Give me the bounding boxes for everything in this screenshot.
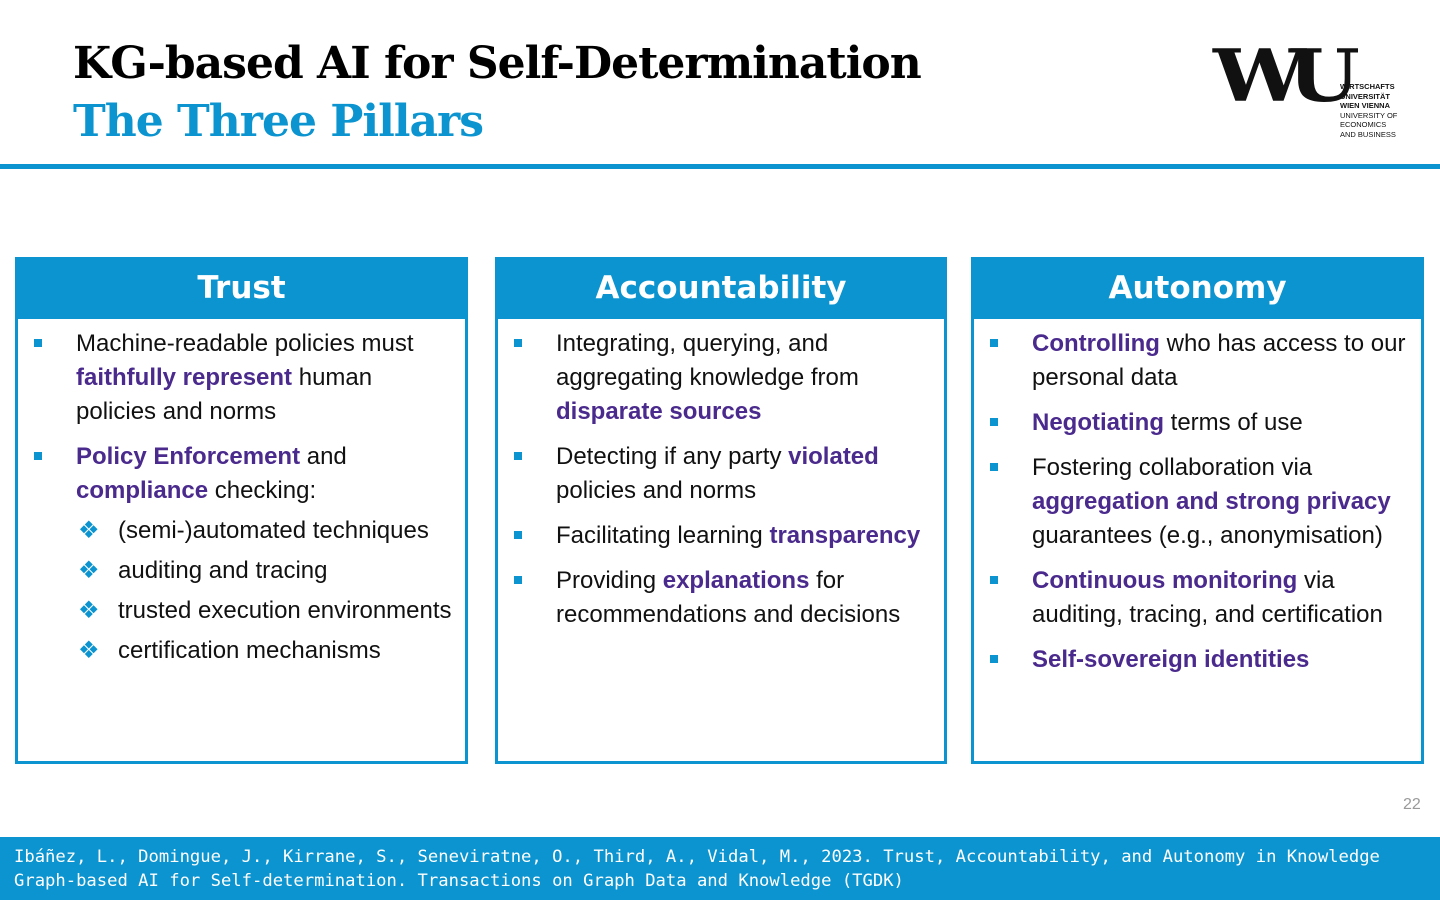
- sub-item: [60, 514, 457, 548]
- square-bullet-icon: [514, 339, 522, 347]
- item-text: Machine-readable policies must: [76, 330, 414, 357]
- pillar-bullet-item: [498, 327, 944, 429]
- logo-line: UNIVERSITY OF: [1340, 110, 1398, 120]
- emphasis-text: faithfully represent: [76, 364, 293, 391]
- square-bullet-icon: [34, 339, 42, 347]
- pillar-trust: [15, 257, 468, 764]
- item-text: policies and norms: [556, 477, 757, 504]
- slide-subtitle: The Three Pillars: [73, 96, 483, 147]
- emphasis-text: violated: [788, 443, 879, 470]
- emphasis-text: transparency: [769, 522, 921, 549]
- pillar-bullet-item: [498, 519, 944, 553]
- logo-line: WIEN VIENNA: [1340, 101, 1391, 111]
- logo-line: UNIVERSITÄT: [1340, 91, 1391, 101]
- emphasis-text: Self-sovereign identities: [1032, 646, 1310, 673]
- emphasis-text: Continuous monitoring: [1032, 567, 1298, 594]
- square-bullet-icon: [514, 531, 522, 539]
- emphasis-text: Policy Enforcement: [76, 443, 301, 470]
- diamond-bullet-icon: ❖: [78, 557, 100, 584]
- emphasis-text: disparate sources: [556, 398, 762, 425]
- pillar-bullet-item: [498, 564, 944, 632]
- logo-line: ECONOMICS: [1340, 120, 1387, 130]
- citation-text: Ibáñez, L., Domingue, J., Kirrane, S., Seneviratne, O., Third, A., Vidal, M., 2023. Trust, Accountability, and Autonomy in Knowledge Graph-based AI for Self-determination. Transactions on Graph Data and Knowledge (TGDK): [14, 847, 1380, 891]
- item-text: for recommendations and decisions: [556, 567, 901, 628]
- sub-item: [60, 554, 457, 588]
- sub-item: [60, 594, 457, 628]
- sub-item-text: trusted execution environments: [118, 597, 452, 624]
- emphasis-text: Negotiating: [1032, 409, 1164, 436]
- square-bullet-icon: [990, 463, 998, 471]
- slide-title: KG-based AI for Self-Determination: [73, 38, 921, 89]
- page-number: 22: [1403, 796, 1421, 813]
- sub-item: [60, 634, 457, 668]
- pillar-autonomy: [971, 257, 1424, 764]
- pillar-item-list: [498, 327, 944, 632]
- pillar-item-list: [974, 327, 1421, 677]
- pillar-heading: Accountability: [495, 257, 947, 319]
- item-text: Facilitating learning: [556, 522, 770, 549]
- logo-mark: WU: [1213, 33, 1342, 118]
- pillar-bullet-item: [18, 440, 465, 668]
- pillar-heading: Trust: [15, 257, 468, 319]
- diamond-bullet-icon: ❖: [78, 517, 100, 544]
- pillar-bullet-item: [974, 451, 1421, 553]
- pillar-bullet-item: [974, 643, 1421, 677]
- pillar-bullet-item: [18, 327, 465, 429]
- item-text: and: [300, 443, 347, 470]
- logo-wordmark: [1340, 82, 1397, 140]
- item-text: Integrating, querying, and aggregating knowledge from: [556, 330, 859, 391]
- emphasis-text: explanations: [662, 567, 810, 594]
- item-text: human policies and norms: [76, 364, 373, 425]
- sub-item-text: auditing and tracing: [118, 557, 328, 584]
- pillar-accountability: [495, 257, 947, 764]
- square-bullet-icon: [990, 655, 998, 663]
- pillar-bullet-item: [974, 327, 1421, 395]
- emphasis-text: Controlling: [1032, 330, 1160, 357]
- item-text: guarantees (e.g., anonymisation): [1032, 522, 1383, 549]
- item-text: terms of use: [1164, 409, 1303, 436]
- sub-item-text: certification mechanisms: [118, 637, 381, 664]
- logo-line: AND BUSINESS: [1340, 129, 1396, 139]
- diamond-bullet-icon: ❖: [78, 637, 100, 664]
- logo-line: WIRTSCHAFTS: [1340, 82, 1395, 91]
- square-bullet-icon: [514, 452, 522, 460]
- item-text: checking:: [208, 477, 317, 504]
- emphasis-text: aggregation and strong privacy: [1032, 488, 1391, 515]
- item-text: who has access to our personal data: [1032, 330, 1406, 391]
- pillar-bullet-item: [974, 564, 1421, 632]
- pillar-heading: Autonomy: [971, 257, 1424, 319]
- header-divider: [0, 164, 1440, 169]
- item-text: Fostering collaboration via: [1032, 454, 1313, 481]
- sub-item-list: [60, 514, 457, 668]
- square-bullet-icon: [990, 576, 998, 584]
- square-bullet-icon: [990, 339, 998, 347]
- item-text: Detecting if any party: [556, 443, 789, 470]
- square-bullet-icon: [34, 452, 42, 460]
- sub-item-text: (semi-)automated techniques: [118, 517, 429, 544]
- diamond-bullet-icon: ❖: [78, 597, 100, 624]
- pillar-item-list: [18, 327, 465, 668]
- item-text: Providing: [556, 567, 663, 594]
- citation-footer: [0, 837, 1440, 900]
- pillar-bullet-item: [974, 406, 1421, 440]
- pillar-bullet-item: [498, 440, 944, 508]
- item-text: via auditing, tracing, and certification: [1032, 567, 1383, 628]
- square-bullet-icon: [990, 418, 998, 426]
- wu-logo: [1213, 33, 1403, 150]
- square-bullet-icon: [514, 576, 522, 584]
- emphasis-text: compliance: [76, 477, 209, 504]
